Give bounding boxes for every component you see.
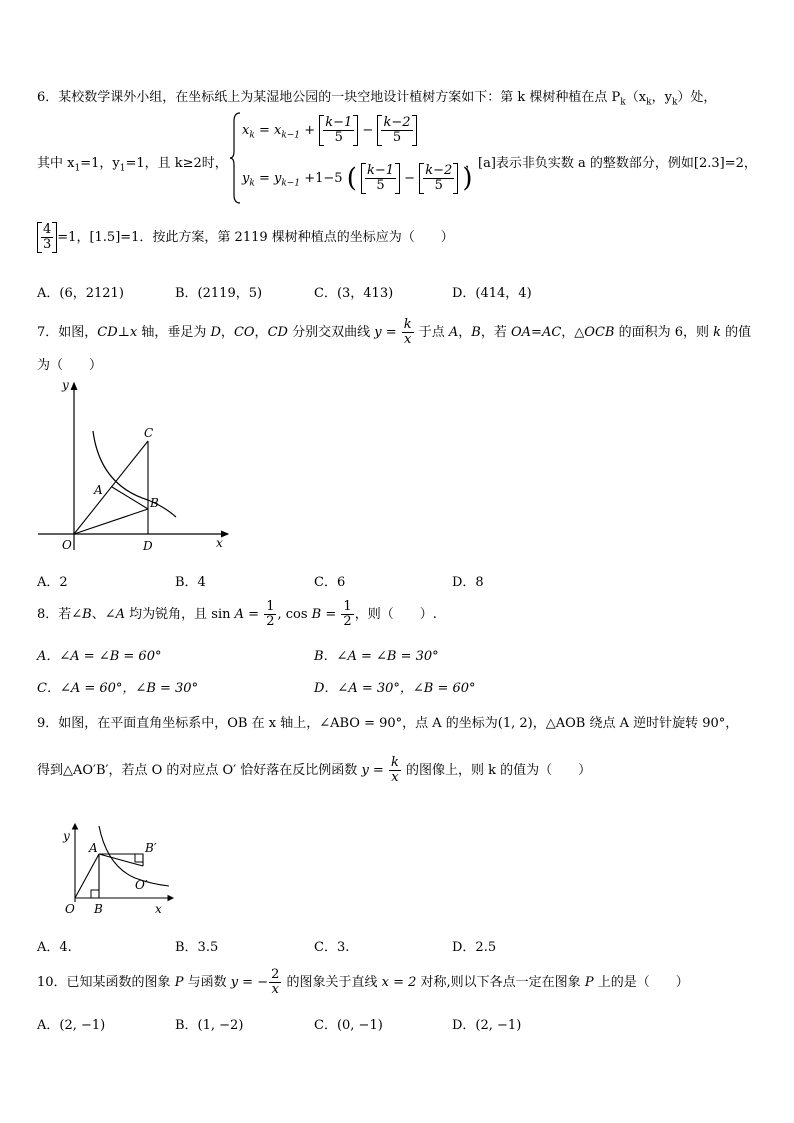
label-x: x bbox=[155, 902, 162, 916]
label-a: A bbox=[94, 483, 103, 497]
label-b-prime: B′ bbox=[145, 841, 157, 855]
q6-option-c[interactable]: C．(3，413) bbox=[314, 286, 394, 301]
label-o-prime: O′ bbox=[135, 878, 148, 892]
label-o: O bbox=[65, 902, 75, 916]
q8-option-b[interactable]: B．∠A = ∠B = 30° bbox=[314, 649, 439, 664]
label-y: y bbox=[62, 378, 69, 392]
q6-eq-y: $y_k = y_{k-1} +1-5$ ( $\frac{k-1}{5}$ − $\frac{k-2}{5}$ ) bbox=[242, 163, 473, 194]
q7-figure bbox=[30, 375, 240, 560]
q10-option-d[interactable]: D．(2, −1) bbox=[452, 1018, 522, 1033]
q7-option-a[interactable]: A．2 bbox=[37, 575, 68, 590]
q7-option-b[interactable]: B．4 bbox=[175, 575, 206, 590]
triangle-aob bbox=[75, 854, 99, 898]
q9-option-d[interactable]: D．2.5 bbox=[452, 940, 497, 955]
floor-bracket: $\frac{k-2}{5}$ bbox=[419, 163, 458, 194]
label-y: y bbox=[63, 829, 70, 843]
label-b: B bbox=[150, 496, 159, 510]
q9-option-b[interactable]: B．3.5 bbox=[175, 940, 219, 955]
q8-option-d[interactable]: D．∠A = 30°，∠B = 60° bbox=[314, 681, 476, 696]
label-o: O bbox=[62, 538, 72, 552]
q9-option-c[interactable]: C．3. bbox=[314, 940, 350, 955]
hyperbola-curve bbox=[93, 431, 176, 517]
q8-stem: 8．若∠B、∠A 均为锐角，且 sin A = $\frac{1}{2}$ , cos B = $\frac{1}{2}$ ，则（ ）. bbox=[37, 599, 437, 629]
segment-ob bbox=[74, 509, 148, 534]
segment-a-o-prime bbox=[99, 854, 143, 866]
floor-bracket: $\frac{4}{3}$ bbox=[37, 222, 57, 253]
q9-line1: 9．如图，在平面直角坐标系中，OB 在 x 轴上，∠ABO = 90°，点 A 的坐标为(1, 2)，△AOB 绕点 A 逆时针旋转 90°， bbox=[37, 716, 739, 731]
q7-option-d[interactable]: D．8 bbox=[452, 575, 484, 590]
q10-option-a[interactable]: A．(2, −1) bbox=[37, 1018, 106, 1033]
floor-bracket: $\frac{k-2}{5}$ bbox=[377, 115, 416, 146]
q7-option-c[interactable]: C．6 bbox=[314, 575, 346, 590]
floor-bracket: $\frac{k-1}{5}$ bbox=[319, 115, 358, 146]
q6-option-a[interactable]: A．(6，2121) bbox=[37, 286, 124, 301]
label-b: B bbox=[94, 902, 103, 916]
q6-line1: 6．某校数学课外小组，在坐标纸上为某湿地公园的一块空地设计植树方案如下：第 k 棵树种植在点 $P_k(x_k$，$y_k$）处， bbox=[37, 90, 717, 108]
q10-option-c[interactable]: C．(0, −1) bbox=[314, 1018, 383, 1033]
q9-option-a[interactable]: A．4. bbox=[37, 940, 72, 955]
label-x: x bbox=[216, 536, 223, 550]
q7-line1: 7．如图，CD⊥x 轴，垂足为 D，CO，CD 分别交双曲线 y = $\frac{k}{x}$ 于点 A，B，若 OA=AC，△OCB 的面积为 6，则 k 的值 bbox=[37, 317, 752, 347]
q6-line2-tail: ，[a]表示非负实数 a 的整数部分，例如[2.3]=2， bbox=[465, 156, 757, 171]
label-c: C bbox=[144, 426, 154, 440]
label-d: D bbox=[143, 539, 153, 553]
q10-option-b[interactable]: B．(1, −2) bbox=[175, 1018, 244, 1033]
left-brace-icon bbox=[230, 111, 242, 205]
q6-eq-x: $x_k = x_{k-1}$ + $\frac{k-1}{5}$ − $\frac{k-2}{5}$ bbox=[242, 115, 417, 146]
hyperbola-curve bbox=[99, 826, 169, 886]
q6-option-d[interactable]: D．(414，4) bbox=[452, 286, 532, 301]
right-angle-mark-b bbox=[91, 890, 99, 898]
q9-figure bbox=[55, 818, 185, 918]
q7-line2: 为（ ） bbox=[37, 358, 103, 373]
right-angle-mark-b-prime bbox=[135, 854, 143, 862]
segment-oc bbox=[74, 441, 148, 534]
q9-line2: 得到△AO′B′，若点 O 的对应点 O′ 恰好落在反比例函数 y = $\frac{k}{x}$ 的图像上，则 k 的值为（ ） bbox=[37, 755, 592, 785]
q6-option-b[interactable]: B．(2119，5) bbox=[175, 286, 263, 301]
q10-stem: 10．已知某函数的图象 P 与函数 y = − $\frac{2}{x}$ 的图象关于直线 x = 2 对称,则以下各点一定在图象 P 上的是（ ） bbox=[37, 967, 689, 997]
q6-line3: $\frac{4}{3}$ =1，[1.5]=1．按此方案，第 2119 棵树种植点的坐标应为（ ） bbox=[37, 222, 454, 253]
label-a: A bbox=[89, 841, 98, 855]
floor-bracket: $\frac{k-1}{5}$ bbox=[361, 163, 400, 194]
q8-option-c[interactable]: C．∠A = 60°，∠B = 30° bbox=[37, 681, 199, 696]
q6-equation-system bbox=[230, 111, 473, 205]
q6-line2-lead: 其中 $x_1=1$，$y_1=1$，且 k≥2时， bbox=[37, 156, 228, 174]
q8-option-a[interactable]: A．∠A = ∠B = 60° bbox=[37, 649, 162, 664]
